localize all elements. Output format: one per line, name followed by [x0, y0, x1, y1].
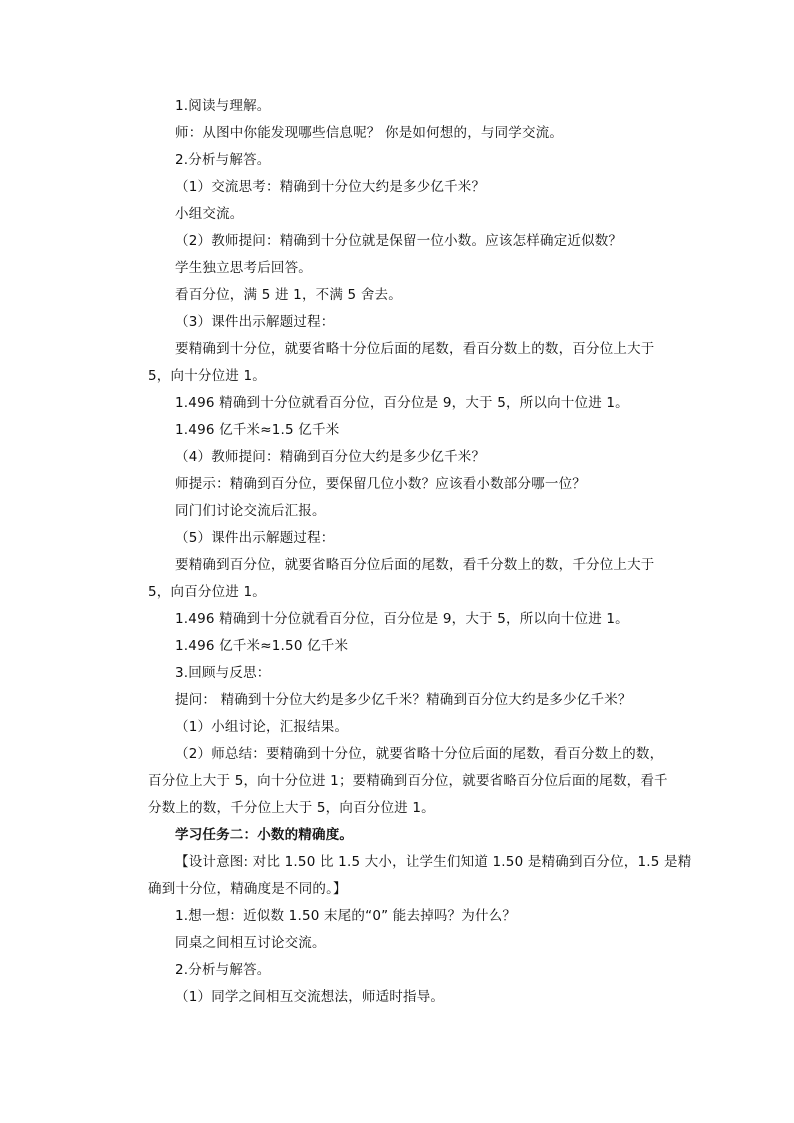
- line-explain-tenths: 要精确到十分位，就要省略十分位后面的尾数，看百分数上的数，百分位上大于: [175, 341, 655, 357]
- line-summary-cont-1: 百分位上大于 5，向十分位进 1；要精确到百分位，就要省略百分位后面的尾数，看千: [148, 773, 668, 789]
- line-deskmate-discuss: 同桌之间相互讨论交流。: [175, 935, 326, 951]
- line-step-2: （2）教师提问：精确到十分位就是保留一位小数。应该怎样确定近似数？: [175, 233, 623, 249]
- line-example-2: 1.496 精确到十分位就看百分位，百分位是 9，大于 5，所以向十位进 1。: [175, 611, 629, 627]
- line-teacher-question: 师：从图中你能发现哪些信息呢？ 你是如何想的，与同学交流。: [175, 125, 564, 141]
- line-design-intent: 【设计意图: 对比 1.50 比 1.5 大小，让学生们知道 1.50 是精确到百分位，1.5 是精: [175, 854, 692, 870]
- line-final-step: （1）同学之间相互交流想法，师适时指导。: [175, 989, 445, 1005]
- line-task-two-heading: 学习任务二：小数的精确度。: [175, 827, 354, 843]
- line-example-1: 1.496 精确到十分位就看百分位，百分位是 9，大于 5，所以向十位进 1。: [175, 395, 629, 411]
- line-summary: （2）师总结：要精确到十分位，就要省略十分位后面的尾数，看百分数上的数，: [175, 746, 664, 762]
- line-explain-hundredths-cont: 5，向百分位进 1。: [148, 584, 266, 600]
- line-step-1: （1）交流思考：精确到十分位大约是多少亿千米？: [175, 179, 486, 195]
- line-review-question: 提问： 精确到十分位大约是多少亿千米？精确到百分位大约是多少亿千米？: [175, 692, 632, 708]
- line-peer-discuss: 同门们讨论交流后汇报。: [175, 503, 326, 519]
- line-result-2: 1.496 亿千米≈1.50 亿千米: [175, 638, 349, 654]
- line-group-discuss: 小组交流。: [175, 206, 244, 222]
- line-think-question: 1.想一想：近似数 1.50 末尾的“0” 能去掉吗？为什么？: [175, 908, 517, 924]
- line-review-step-1: （1）小组讨论，汇报结果。: [175, 719, 349, 735]
- line-heading-analysis: 2.分析与解答。: [175, 152, 271, 168]
- line-heading-reading: 1.阅读与理解。: [175, 98, 271, 114]
- line-rounding-rule: 看百分位，满 5 进 1，不满 5 舍去。: [175, 287, 402, 303]
- line-student-answer: 学生独立思考后回答。: [175, 260, 312, 276]
- line-step-3: （3）课件出示解题过程：: [175, 314, 335, 330]
- line-step-5: （5）课件出示解题过程：: [175, 530, 335, 546]
- line-explain-tenths-cont: 5，向十分位进 1。: [148, 368, 266, 384]
- line-teacher-hint: 师提示：精确到百分位，要保留几位小数？应该看小数部分哪一位？: [175, 476, 586, 492]
- line-heading-review: 3.回顾与反思：: [175, 665, 271, 681]
- line-heading-analysis-2: 2.分析与解答。: [175, 962, 271, 978]
- line-design-intent-cont: 确到十分位，精确度是不同的。】: [148, 881, 347, 897]
- line-result-1: 1.496 亿千米≈1.5 亿千米: [175, 422, 340, 438]
- line-explain-hundredths: 要精确到百分位，就要省略百分位后面的尾数，看千分数上的数，千分位上大于: [175, 557, 655, 573]
- line-summary-cont-2: 分数上的数，千分位上大于 5，向百分位进 1。: [148, 800, 435, 816]
- line-step-4: （4）教师提问：精确到百分位大约是多少亿千米？: [175, 449, 486, 465]
